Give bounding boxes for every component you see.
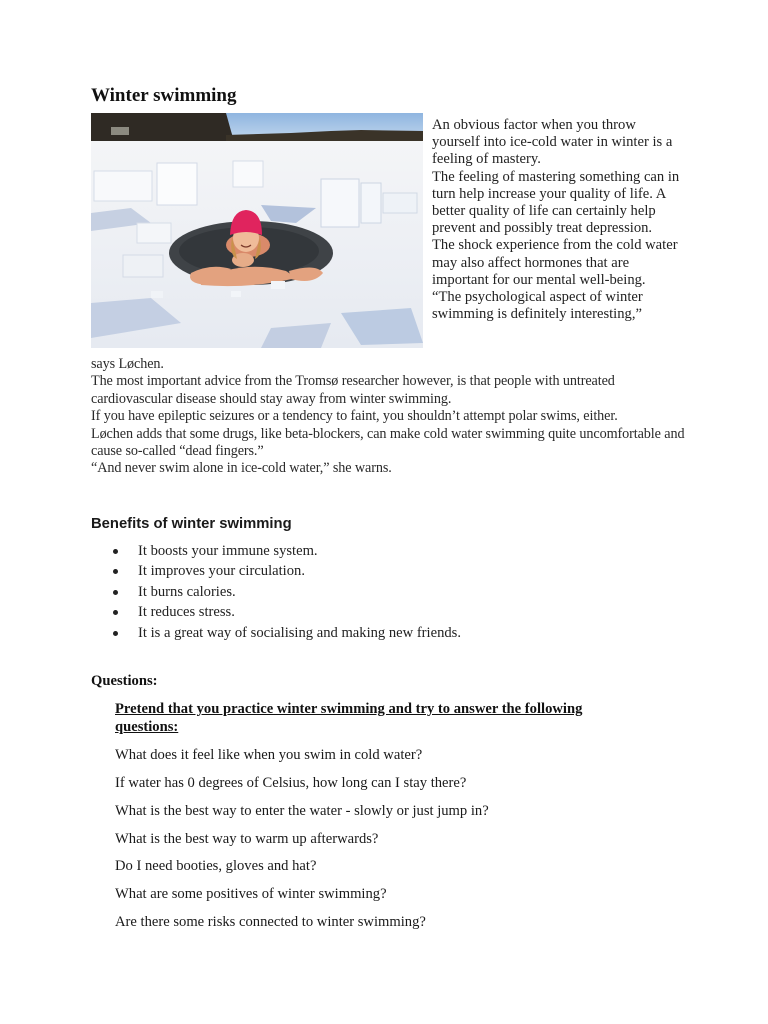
bullet-icon: [113, 549, 118, 554]
benefit-text: It improves your circulation.: [138, 563, 305, 580]
document-title: Winter swimming: [91, 85, 237, 106]
benefit-text: It reduces stress.: [138, 604, 235, 621]
question-item: Are there some risks connected to winter swimming?: [115, 914, 426, 930]
winter-swimming-photo: [91, 113, 423, 348]
bullet-icon: [113, 569, 118, 574]
question-item: Do I need booties, gloves and hat?: [115, 858, 317, 874]
side-text-column: [432, 117, 682, 323]
benefit-text: It boosts your immune system.: [138, 543, 318, 559]
benefits-list: [113, 541, 461, 643]
questions-heading: Questions:: [91, 673, 158, 689]
benefits-heading: Benefits of winter swimming: [91, 516, 292, 532]
body-text: [91, 356, 691, 478]
body-paragraph: If you have epileptic seizures or a tendency to faint, you shouldn’t attempt polar swims, either.: [91, 408, 618, 425]
side-paragraph: “The psychological aspect of winter swimming is definitely interesting,”: [432, 289, 643, 323]
bullet-icon: [113, 631, 118, 636]
body-paragraph: “And never swim alone in ice-cold water,” she warns.: [91, 460, 392, 477]
body-paragraph: The most important advice from the Tromsø researcher however, is that people with untreated cardiovascular disease should stay away from winter swimming.: [91, 373, 615, 407]
question-item: What is the best way to warm up afterwards?: [115, 831, 379, 847]
question-item: What are some positives of winter swimming?: [115, 886, 387, 902]
photo-illustration: [91, 113, 423, 348]
body-paragraph: Løchen adds that some drugs, like beta-blockers, can make cold water swimming quite uncomfortable and cause so-called “dead fingers.”: [91, 425, 685, 460]
body-paragraph: says Løchen.: [91, 356, 164, 372]
side-paragraph: The shock experience from the cold water may also affect hormones that are important for our mental well-being.: [432, 237, 678, 288]
benefit-text: It burns calories.: [138, 583, 236, 600]
question-item: What is the best way to enter the water - slowly or just jump in?: [115, 803, 489, 819]
side-paragraph: An obvious factor when you throw yourself into ice-cold water in winter is a feeling of mastery.: [432, 117, 673, 168]
benefit-item: [113, 602, 461, 622]
benefit-item: [113, 541, 461, 561]
benefit-item: [113, 561, 461, 581]
bullet-icon: [113, 610, 118, 615]
question-item: What does it feel like when you swim in cold water?: [115, 747, 423, 763]
benefit-text: It is a great way of socialising and making new friends.: [138, 624, 462, 641]
bullet-icon: [113, 590, 118, 595]
questions-instruction: Pretend that you practice winter swimming and try to answer the following questions:: [115, 701, 583, 735]
side-paragraph: The feeling of mastering something can in turn help increase your quality of life. A better quality of life can certainly help prevent and possibly treat depression.: [432, 168, 680, 237]
benefit-item: [113, 582, 461, 602]
question-item: If water has 0 degrees of Celsius, how long can I stay there?: [115, 775, 467, 791]
benefit-item: [113, 623, 461, 643]
